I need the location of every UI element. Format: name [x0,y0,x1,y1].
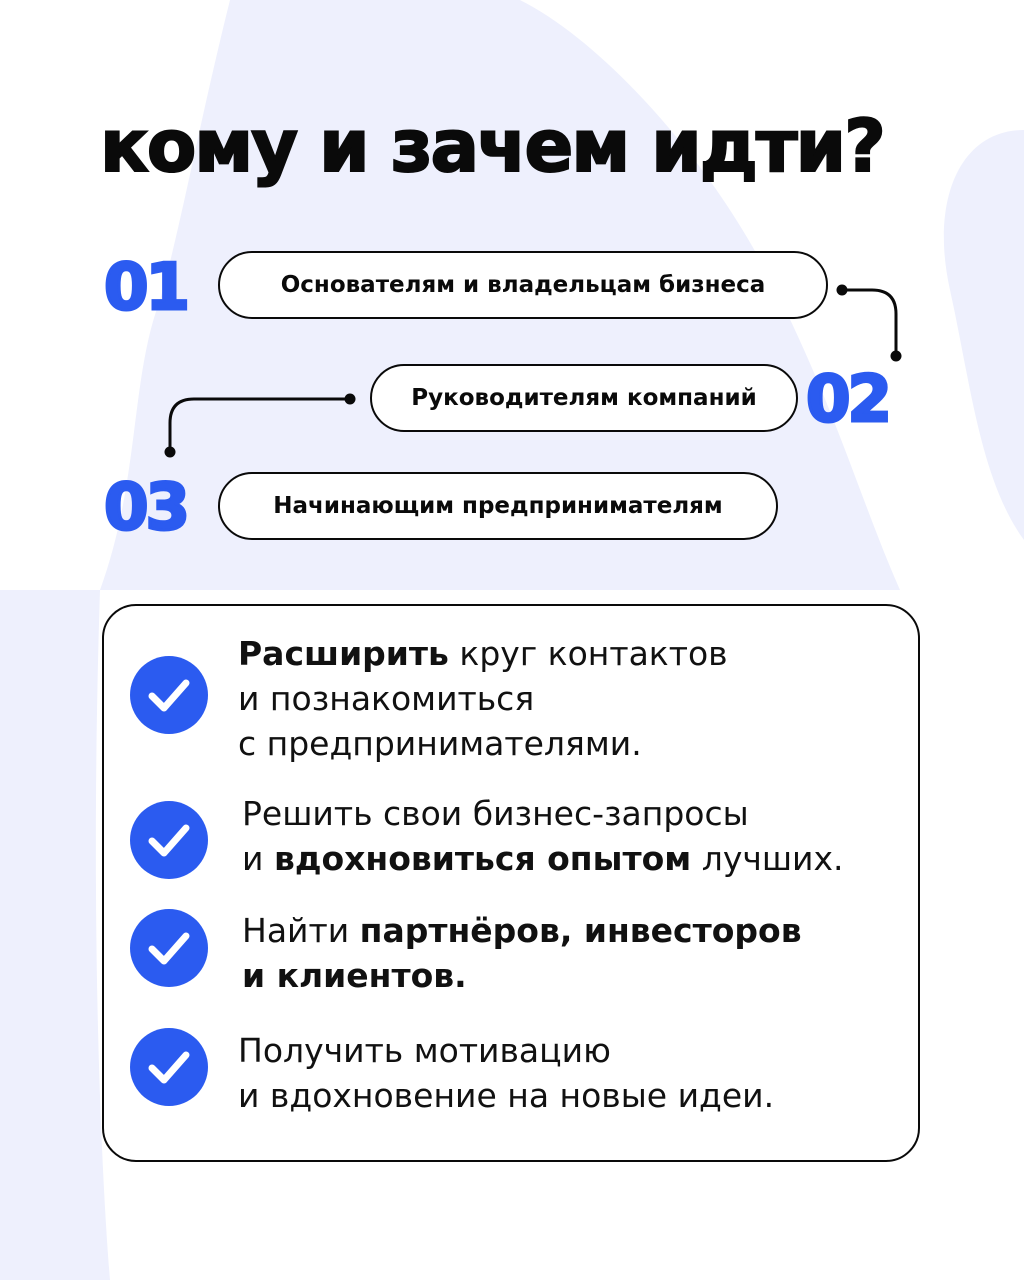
audience-pill-beginners: Начинающим предпринимателям [218,472,778,540]
benefit-bold: вдохновиться опытом [273,839,692,878]
benefit-bold: партнёров, инвесторов [359,911,802,950]
benefit-text: Найти партнёров, инвесторов и клиентов. [242,911,802,995]
check-circle-icon [130,909,208,987]
step-number-03: 03 [104,471,188,545]
page-title: кому и зачем идти? [100,104,884,188]
benefits-card [102,604,920,1162]
check-circle-icon [130,656,208,734]
benefit-bold: и клиентов. [242,956,467,995]
check-circle-icon [130,1028,208,1106]
step-number-01: 01 [104,251,188,325]
benefit-text: Расширить круг контактов и познакомиться с предпринимателями. [238,634,728,763]
check-circle-icon [130,801,208,879]
step-number-02: 02 [806,363,890,437]
audience-pill-managers: Руководителям компаний [370,364,798,432]
benefit-bold: Расширить [238,634,449,673]
audience-pill-founders: Основателям и владельцам бизнеса [218,251,828,319]
benefit-text: Получить мотивацию и вдохновение на новые идеи. [238,1031,775,1115]
benefit-text: Решить свои бизнес-запросы и вдохновиться опытом лучших. [242,794,844,878]
